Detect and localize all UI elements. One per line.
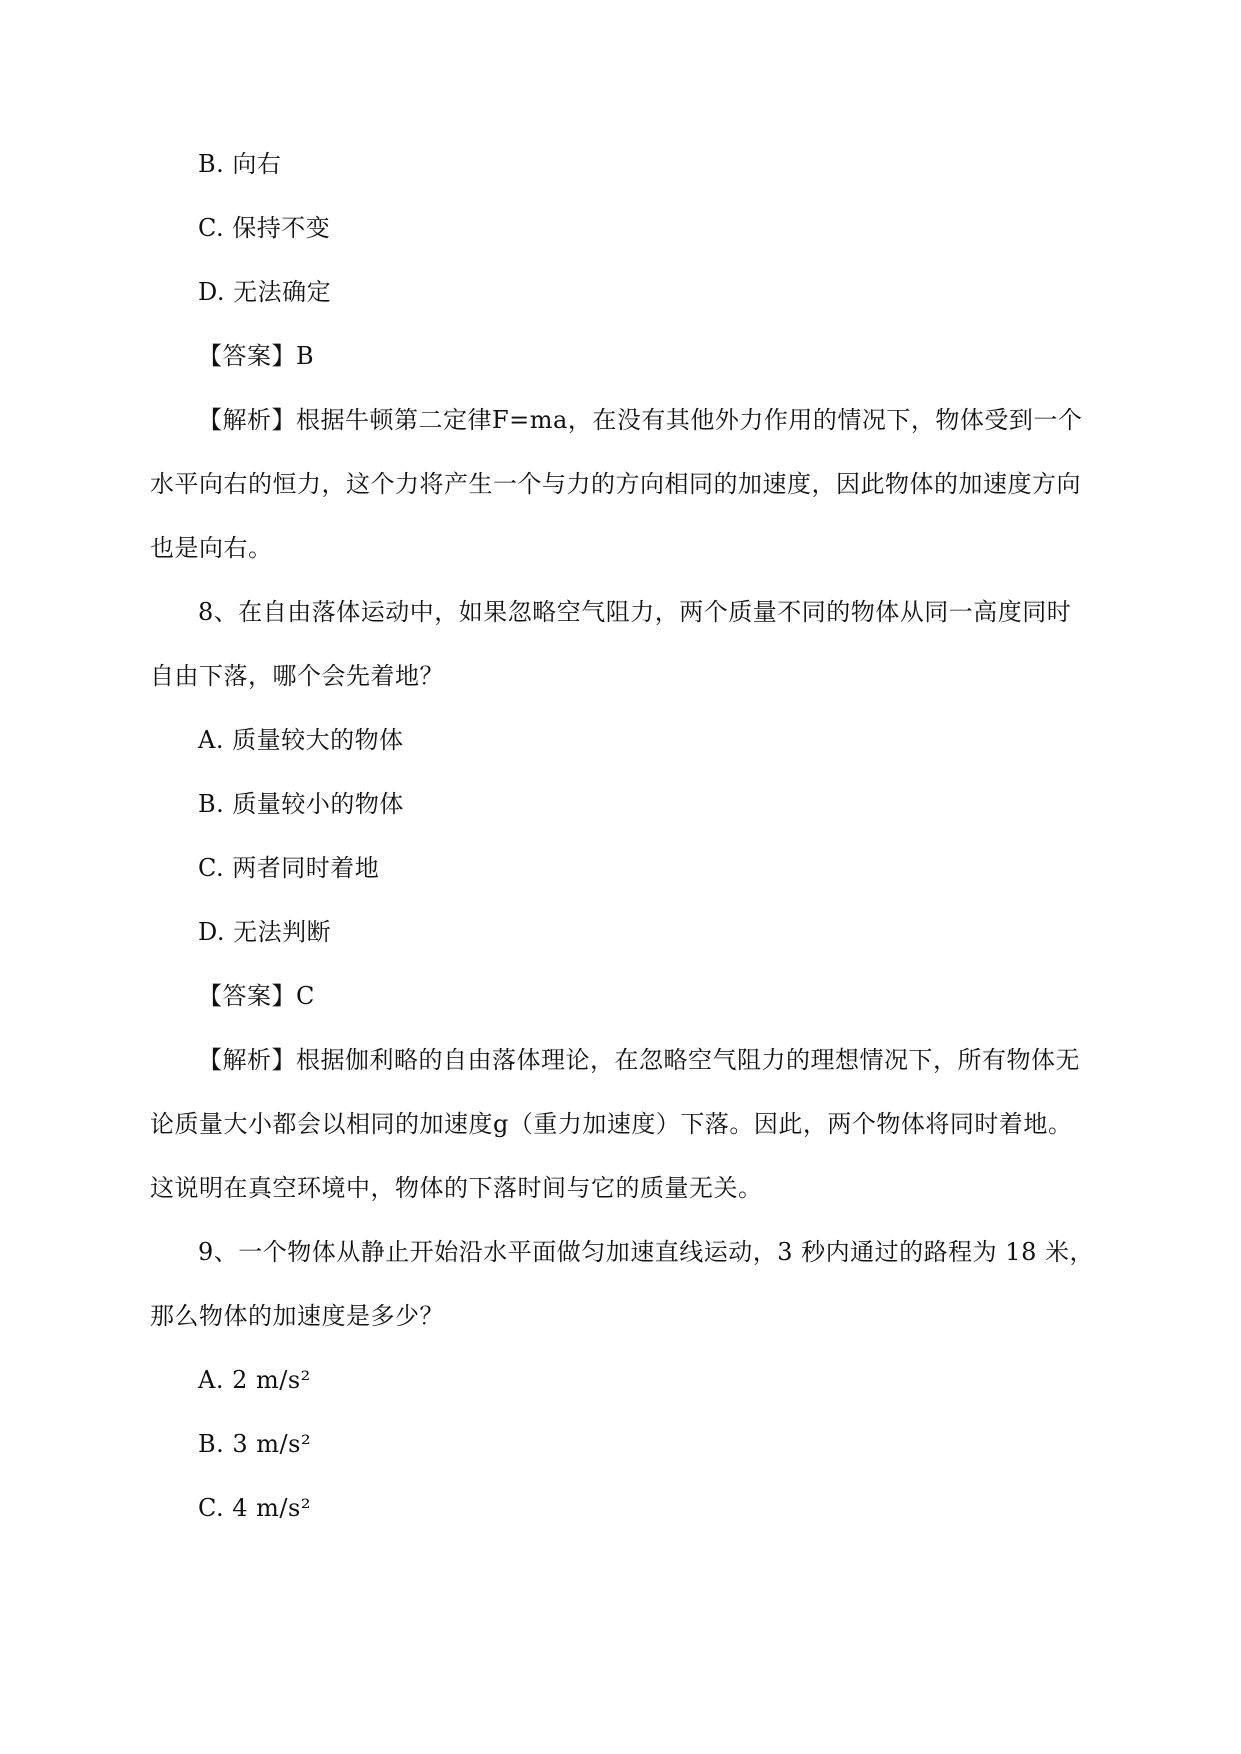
q9-question-line-2: 那么物体的加速度是多少？ [150, 1302, 444, 1330]
q7-explanation-line-1: 【解析】根据牛顿第二定律F=ma，在没有其他外力作用的情况下，物体受到一个 [198, 406, 1083, 434]
q7-answer: 【答案】B [198, 342, 315, 370]
q8-answer: 【答案】C [198, 982, 315, 1010]
q7-option-c: C. 保持不变 [198, 214, 331, 242]
q8-question-line-1: 8、在自由落体运动中，如果忽略空气阻力，两个质量不同的物体从同一高度同时 [198, 598, 1072, 626]
q8-option-c: C. 两者同时着地 [198, 854, 380, 882]
q8-option-b: B. 质量较小的物体 [198, 790, 404, 818]
q9-option-a: A. 2 m/s² [198, 1366, 311, 1394]
q7-option-d: D. 无法确定 [198, 278, 332, 306]
q8-option-a: A. 质量较大的物体 [198, 726, 404, 754]
q9-question-line-1: 9、一个物体从静止开始沿水平面做匀加速直线运动，3 秒内通过的路程为 18 米， [198, 1238, 1094, 1266]
q8-option-d: D. 无法判断 [198, 918, 332, 946]
q8-explanation-line-1: 【解析】根据伽利略的自由落体理论，在忽略空气阻力的理想情况下，所有物体无 [198, 1046, 1080, 1074]
q8-question-line-2: 自由下落，哪个会先着地？ [150, 662, 444, 690]
q8-explanation-line-3: 这说明在真空环境中，物体的下落时间与它的质量无关。 [150, 1174, 763, 1202]
q8-explanation-line-2: 论质量大小都会以相同的加速度g（重力加速度）下落。因此，两个物体将同时着地。 [150, 1110, 1073, 1138]
q7-explanation-line-2: 水平向右的恒力，这个力将产生一个与力的方向相同的加速度，因此物体的加速度方向 [150, 470, 1081, 498]
q7-explanation-line-3: 也是向右。 [150, 534, 273, 562]
q7-option-b: B. 向右 [198, 150, 282, 178]
q9-option-b: B. 3 m/s² [198, 1430, 312, 1458]
q9-option-c: C. 4 m/s² [198, 1494, 311, 1522]
